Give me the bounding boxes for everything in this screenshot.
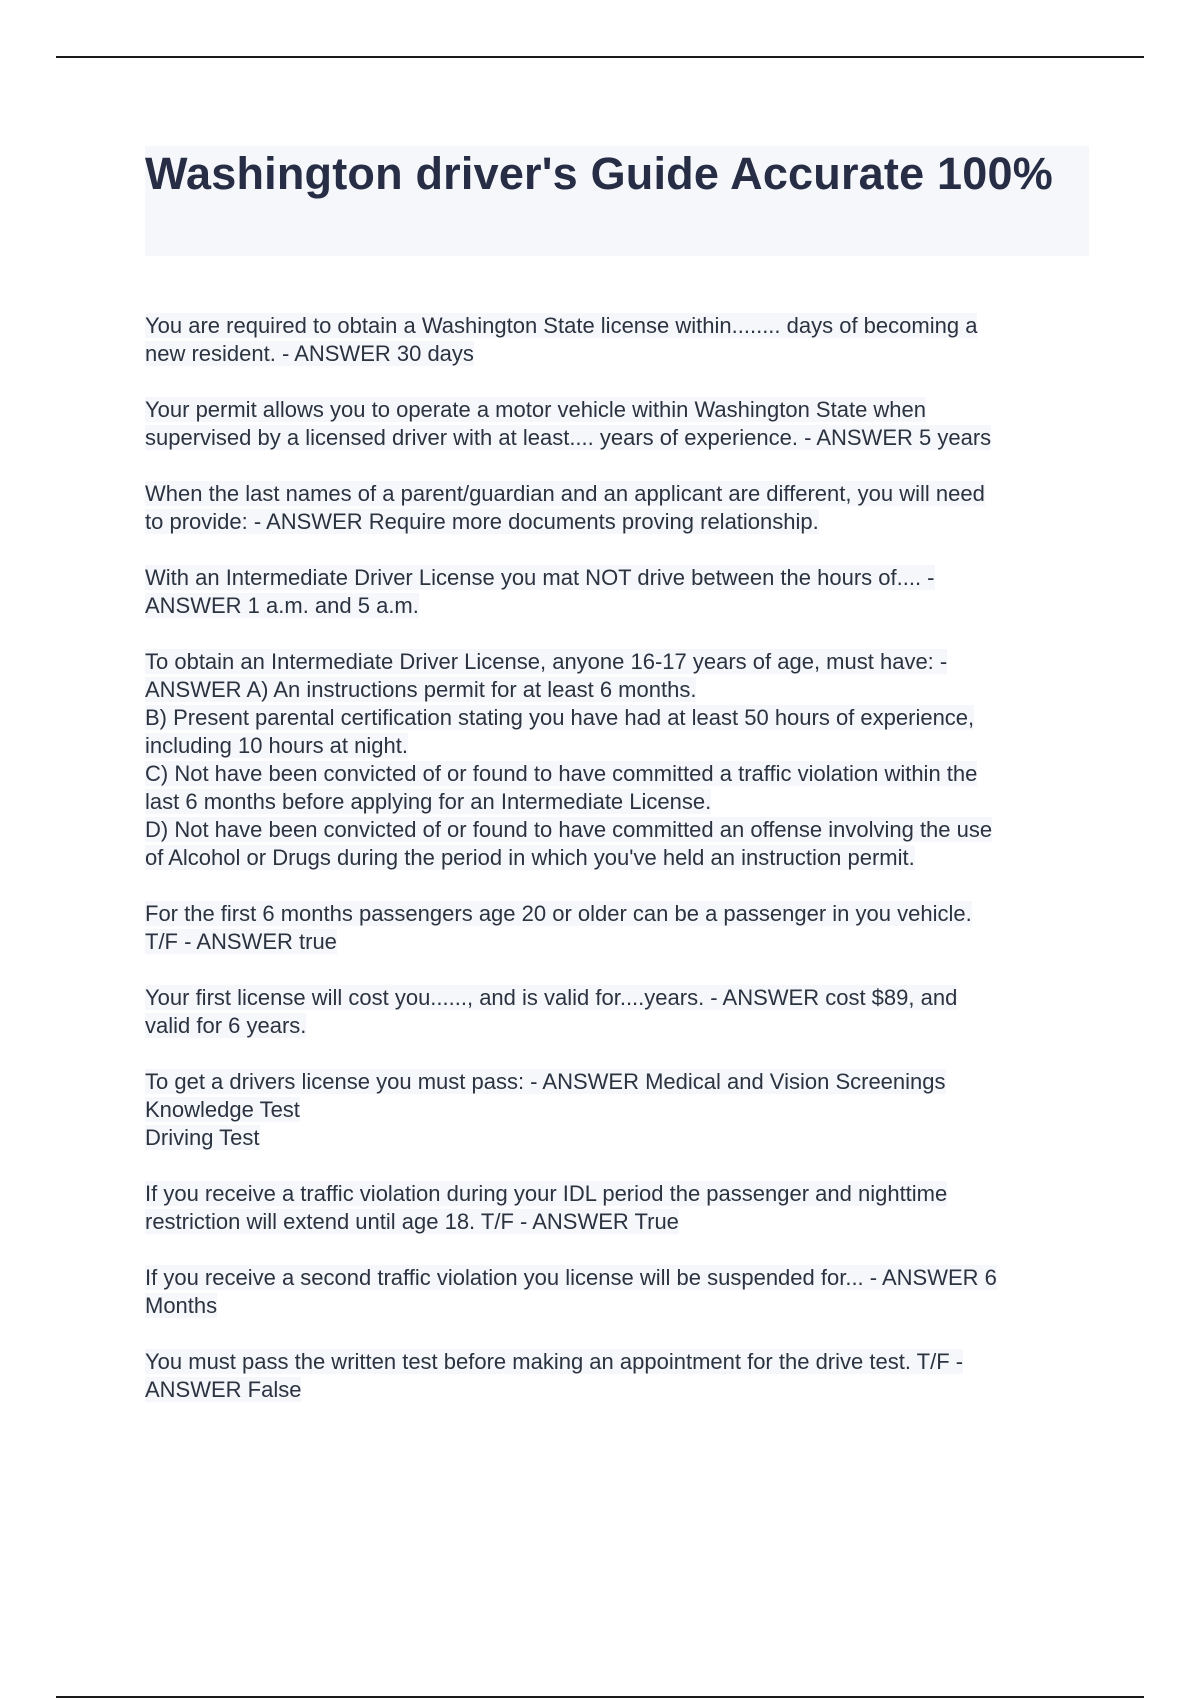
qa-list [145,312,1100,1432]
qa-text-line: If you receive a second traffic violation you license will be suspended for... - ANSWER 6 [145,1265,997,1290]
qa-text-line: Knowledge Test [145,1097,300,1122]
qa-text-line: For the first 6 months passengers age 20 or older can be a passenger in you vehicle. [145,901,972,926]
qa-text-line: Your first license will cost you......, and is valid for....years. - ANSWER cost $89, and [145,985,958,1010]
qa-text-line: of Alcohol or Drugs during the period in which you've held an instruction permit. [145,845,915,870]
qa-item [145,900,1100,956]
qa-text-line: valid for 6 years. [145,1013,307,1038]
qa-text-line: When the last names of a parent/guardian and an applicant are different, you will need [145,481,985,506]
qa-text-line: Your permit allows you to operate a motor vehicle within Washington State when [145,397,927,422]
qa-text-line: to provide: - ANSWER Require more documents proving relationship. [145,509,819,534]
qa-text-line: ANSWER A) An instructions permit for at least 6 months. [145,677,697,702]
document-title: Washington driver's Guide Accurate 100% [145,148,1053,199]
bottom-divider [56,1696,1144,1698]
qa-text-line: D) Not have been convicted of or found to have committed an offense involving the use [145,817,993,842]
qa-text-line: To obtain an Intermediate Driver License, anyone 16-17 years of age, must have: - [145,649,948,674]
qa-item [145,1264,1100,1320]
qa-text-line: supervised by a licensed driver with at least.... years of experience. - ANSWER 5 years [145,425,992,450]
qa-item [145,1348,1100,1404]
qa-item [145,1068,1100,1152]
qa-text-line: C) Not have been convicted of or found to have committed a traffic violation within the [145,761,978,786]
qa-text-line: T/F - ANSWER true [145,929,337,954]
qa-item [145,480,1100,536]
qa-text-line: Months [145,1293,218,1318]
qa-item [145,312,1100,368]
qa-text-line: B) Present parental certification stating you have had at least 50 hours of experience, [145,705,975,730]
qa-text-line: You must pass the written test before making an appointment for the drive test. T/F - [145,1349,964,1374]
qa-text-line: ANSWER False [145,1377,302,1402]
qa-text-line: Driving Test [145,1125,260,1150]
qa-text-line: To get a drivers license you must pass: - ANSWER Medical and Vision Screenings [145,1069,946,1094]
qa-text-line: You are required to obtain a Washington State license within........ days of becoming a [145,313,978,338]
qa-text-line: last 6 months before applying for an Intermediate License. [145,789,712,814]
qa-item [145,396,1100,452]
qa-text-line: With an Intermediate Driver License you mat NOT drive between the hours of.... - [145,565,935,590]
qa-text-line: If you receive a traffic violation during your IDL period the passenger and nighttime [145,1181,948,1206]
qa-item [145,564,1100,620]
qa-item [145,648,1100,872]
qa-text-line: restriction will extend until age 18. T/F - ANSWER True [145,1209,679,1234]
top-divider [56,56,1144,58]
qa-item [145,1180,1100,1236]
qa-item [145,984,1100,1040]
qa-text-line: including 10 hours at night. [145,733,408,758]
qa-text-line: new resident. - ANSWER 30 days [145,341,474,366]
qa-text-line: ANSWER 1 a.m. and 5 a.m. [145,593,419,618]
